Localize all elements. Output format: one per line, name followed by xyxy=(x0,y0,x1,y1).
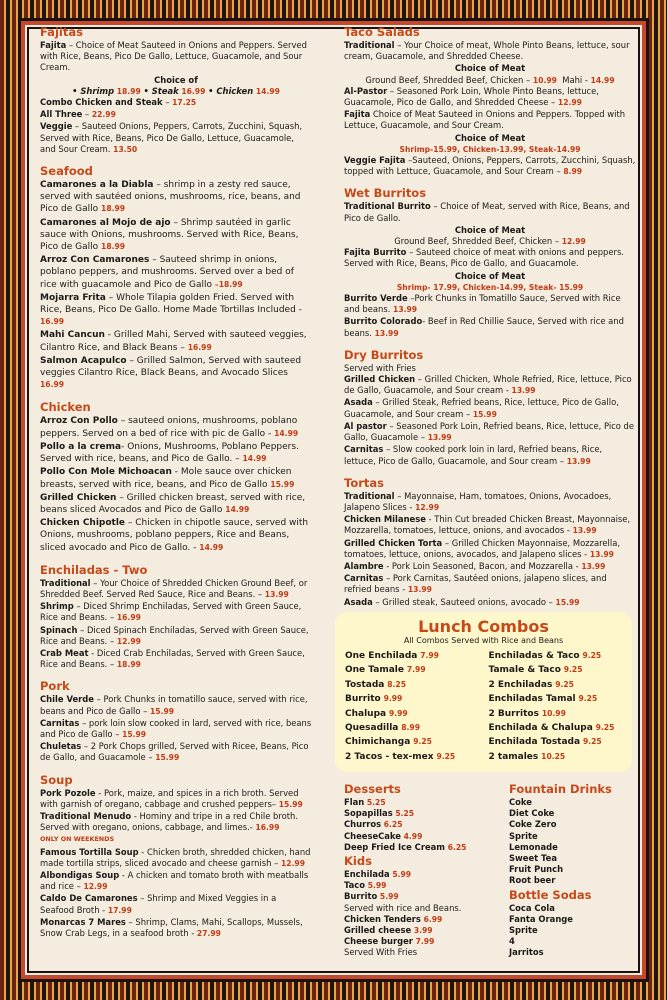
choice-label: Choice of Meat xyxy=(454,132,526,143)
list-item: Grilled Chicken – Grilled Chicken, Whole Refried, Rice, lettuce, Pico de Gallo, Guacamole, and Sour cream - 13.99 xyxy=(344,374,632,396)
desserts-heading: Desserts xyxy=(344,782,401,796)
list-item: Sweet Tea xyxy=(509,853,557,864)
list-item: Monarcas 7 Mares – Shrimp, Clams, Mahi, Scallops, Mussels, Snow Crab Legs, in a seafood broth - 27.99 xyxy=(40,916,303,938)
list-item: Asada – Grilled steak, Sauteed onions, avocado – 15.99 xyxy=(344,596,580,607)
pork-heading: Pork xyxy=(40,679,70,694)
bottle-heading: Bottle Sodas xyxy=(509,887,592,902)
list-item: Coca Cola xyxy=(509,902,555,913)
list-item: Chicken Chipotle – Chicken in chipotle sauce, served with Onions, mushrooms, poblano peppers, Rice and Beans, sliced avocado and Pico de Gallo. - 14.99 xyxy=(40,518,309,553)
list-item: Grilled cheese 3.99 xyxy=(344,925,433,936)
list-item: 4 xyxy=(509,936,515,947)
list-item: Chuletas – 2 Pork Chops grilled, Served with Ricee, Beans, Pico de Gallo, and Guacamole – 15.99 xyxy=(40,741,309,763)
kids-note: Served with rice and Beans. xyxy=(344,902,462,913)
list-item: Mojarra Frita – Whole Tilapia golden Fried. Served with Rice, Beans, Pico De Gallo. Home Made Tortillas Included - 16.99 xyxy=(40,292,302,327)
list-item: Fanta Orange xyxy=(509,913,573,924)
chicken-list xyxy=(40,415,312,553)
list-item: Enchiladas & Taco 9.25 xyxy=(488,651,602,661)
choice-label: Choice of Meat xyxy=(454,224,526,235)
list-item: Grilled Chicken Torta – Grilled Chicken Mayonnaise, Mozzarella, tomatoes, lettuce, onions, avocados, and Jalapeno slices - 13.99 xyxy=(344,537,621,559)
list-item: One Tamale 7.99 xyxy=(345,665,426,676)
list-item: Carnitas – Pork Carnitas, Sautéed onions, jalapeno slices, and refried beans - 13.99 xyxy=(344,573,607,595)
list-item: Burrito 9.99 xyxy=(345,694,403,705)
list-item: 2 tamales 10.25 xyxy=(488,751,566,762)
list-item: Lemonade xyxy=(509,841,558,852)
list-item: 2 Burritos 10.99 xyxy=(488,708,566,719)
list-item: Coke Zero xyxy=(509,819,557,830)
desserts-kids-column xyxy=(344,782,504,959)
lunch-combos-heading: Lunch Combos xyxy=(418,617,549,636)
veggie-fajita-item: Veggie – Sauteed Onions, Peppers, Carrots, Zucchini, Squash, Served with Rice, Beans, Pico De Gallo, Lettuce, Guacamole, and Sour Cream. 13.50 xyxy=(40,121,303,154)
list-item: One Enchilada 7.99 xyxy=(345,651,439,661)
list-item: Enchilada & Chalupa 9.25 xyxy=(488,723,615,734)
list-item: Chile Verde – Pork Chunks in tomatillo sauce, served with rice, beans and Pico de Gallo – 15.99 xyxy=(40,694,308,716)
list-item: Coke xyxy=(509,797,532,807)
list-item: Veggie Fajita –Sauteed, Onions, Peppers, Carrots, Zucchini, Squash, topped with Lettuce, Guacamole, and Sour Cream – 8.99 xyxy=(344,155,636,177)
fajita-item: Fajita – Choice of Meat Sauteed in Onions and Peppers. Served with Rice, Beans, Pico De Gallo, Lettuce, Guacamole, and Sour Cream. xyxy=(40,40,307,73)
list-item: Chicken Tenders 6.99 xyxy=(344,913,443,924)
list-item: Arroz Con Pollo – sauteed onions, mushrooms, poblano peppers. Served on a bed of rice with pic de Gallo - 14.99 xyxy=(40,416,299,439)
list-item: Flan 5.25 xyxy=(344,797,386,807)
list-item: Arroz Con Camarones – Sauteed shrimp in onions, poblano peppers, and mushrooms. Served over a bed of rice with guacamole and Pico de Gallo –18.99 xyxy=(40,255,294,290)
list-item: Carnitas – pork loin slow cooked in lard, served with rice, beans and Pico de Gallo – 15.99 xyxy=(40,717,312,739)
left-column xyxy=(40,25,312,940)
list-item: Traditional Menudo - Hominy and tripe in a red Chile broth. Served with oregano, onions, cabbage, and limes.- 16.99 ONLY ON WEEKENDS xyxy=(40,810,298,844)
list-item: Jarritos xyxy=(509,947,544,958)
list-item: Sprite xyxy=(509,830,538,841)
list-item: Pollo a la crema- Onions, Mushrooms, Poblano Peppers. Served with rice, beans, and Pico de Gallo. – 14.99 xyxy=(40,441,299,465)
list-item: Caldo De Camarones – Shrimp and Mixed Veggies in a Seafood Broth - 17.99 xyxy=(40,893,277,915)
list-item: Enchiladas Tamal 9.25 xyxy=(488,694,598,705)
list-item: Shrimp – Diced Shrimp Enchiladas, Served with Green Sauce, Rice and Beans. – 16.99 xyxy=(40,601,302,623)
dry-burritos-sub: Served with Fries xyxy=(344,362,416,373)
list-item: Sopapillas 5.25 xyxy=(344,808,415,819)
seafood-heading: Seafood xyxy=(40,164,93,179)
weekend-tag: ONLY ON WEEKENDS xyxy=(40,835,115,844)
list-item: Salmon Acapulco – Grilled Salmon, Served with sauteed veggies Cilantro Rice, Black Beans, and Avocado Slices 16.99 xyxy=(40,355,302,390)
meat-prices: Ground Beef, Shredded Beef, Chicken – 12.99 xyxy=(394,236,586,247)
list-item: Root beer xyxy=(509,875,556,886)
list-item: Burrito Verde –Pork Chunks in Tomatillo Sauce, Served with Rice and beans. 13.99 xyxy=(344,293,621,315)
list-item: Fruit Punch xyxy=(509,864,564,875)
combo-item: Combo Chicken and Steak – 17.25 xyxy=(40,97,197,108)
fountain-heading: Fountain Drinks xyxy=(509,782,612,796)
list-item: Grilled Chicken – Grilled chicken breast, served with rice, beans sliced Avocados and Pico de Gallo 14.99 xyxy=(40,492,306,515)
list-item: Burrito 5.99 xyxy=(344,891,399,902)
wet-burritos-heading: Wet Burritos xyxy=(344,186,427,201)
list-item: Traditional – Mayonnaise, Ham, tomatoes, Onions, Avocadoes, Jalapeno Slices - 12.99 xyxy=(344,490,612,512)
enchiladas-heading: Enchiladas - Two xyxy=(40,562,148,577)
list-item: Deep Fried Ice Cream 6.25 xyxy=(344,841,467,852)
list-item: Tostada 8.25 xyxy=(345,679,406,690)
list-item: Fajita Choice of Meat Sauteed in Onions and Peppers. Topped with Lettuce, Guacamole, and Sour Cream. xyxy=(344,109,626,131)
right-column xyxy=(344,25,636,609)
list-item: Camarones al Mojo de ajo – Shrimp sautéed in garlic sauce with Onions, mushrooms. Served with Rice, Beans, Pico de Gallo 18.99 xyxy=(40,217,299,253)
list-item: Alambre - Pork Loin Seasoned, Bacon, and Mozzarella - 13.99 xyxy=(344,560,606,571)
lunch-combos-sub: All Combos Served with Rice and Beans xyxy=(403,636,564,645)
list-item: Enchilada Tostada 9.25 xyxy=(488,737,602,748)
list-item: Enchilada 5.99 xyxy=(344,869,412,880)
list-item: Asada – Grilled Steak, Refried beans, Rice, lettuce, Pico de Gallo, Guacamole, and Sour cream – 15.99 xyxy=(344,397,619,419)
fajitas-heading: Fajitas xyxy=(40,25,83,39)
list-item: Sprite xyxy=(509,925,538,936)
list-item: Famous Tortilla Soup - Chicken broth, shredded chicken, hand made tortilla strips, sliced avocado and cheese garnish – 12.99 xyxy=(40,846,311,868)
chicken-heading: Chicken xyxy=(40,400,91,415)
choice-label: Choice of Meat xyxy=(454,270,526,281)
fajita-choice-label: Choice of xyxy=(154,74,198,85)
list-item: Traditional – Your Choice of meat, Whole Pinto Beans, lettuce, sour cream, Guacamole, and Shredded Cheese. xyxy=(344,40,630,62)
list-item: Albondigas Soup - A chicken and tomato broth with meatballs and rice – 12.99 xyxy=(40,869,309,892)
list-item: Taco 5.99 xyxy=(344,880,387,891)
kids-note: Served With Fries xyxy=(344,947,418,958)
fajita-meat-prices: Shrimp-15.99, Chicken-13.99, Steak-14.99 xyxy=(399,144,581,154)
lunch-combos-box xyxy=(335,612,632,772)
taco-salads-heading: Taco Salads xyxy=(344,25,420,39)
list-item: Camarones a la Diabla – shrimp in a zesty red sauce, served with sautéed onions, mushrooms, rice, beans, and Pico de Gallo 18.99 xyxy=(40,180,301,215)
list-item: 2 Tacos - tex-mex 9.25 xyxy=(345,751,456,762)
drinks-column xyxy=(509,782,639,959)
choice-label: Choice of Meat xyxy=(454,63,526,74)
list-item: 2 Enchiladas 9.25 xyxy=(488,679,574,690)
lunch-combos-grid xyxy=(345,649,622,764)
list-item: Mahi Cancun - Grilled Mahi, Served with sauteed veggies, Cilantro Rice, and Black Beans – 16.99 xyxy=(40,330,307,353)
list-item: Al pastor – Seasoned Pork Loin, Refried beans, Rice, lettuce, Pico de Gallo, Guacamole – 13.99 xyxy=(344,420,635,443)
seafood-list xyxy=(40,179,312,391)
list-item: Spinach – Diced Spinach Enchiladas, Served with Green Sauce, Rice and Beans. – 12.99 xyxy=(40,624,309,646)
meat-prices: Ground Beef, Shredded Beef, Chicken – 10.99 Mahi - 14.99 xyxy=(365,74,615,85)
list-item: Chalupa 9.99 xyxy=(345,708,408,719)
list-item: Al-Pastor – Seasoned Pork Loin, Whole Pinto Beans, lettuce, Guacamole, Pico de Gallo, and Shredded Cheese – 12.99 xyxy=(344,85,599,108)
list-item: Crab Meat - Diced Crab Enchiladas, Served with Green Sauce, Rice and Beans. – 18.99 xyxy=(40,647,305,670)
kids-heading: Kids xyxy=(344,854,372,869)
list-item: Carnitas – Slow cooked pork loin in lard, Refried beans, Rice, lettuce, Pico de Gallo, Guacamole, and Sour cream – 13.99 xyxy=(344,444,603,466)
list-item: Tamale & Taco 9.25 xyxy=(488,665,583,676)
tortas-heading: Tortas xyxy=(344,475,384,490)
list-item: Traditional Burrito – Choice of Meat, served with Rice, Beans, and Pico de Gallo. xyxy=(344,201,630,223)
allthree-item: All Three – 22.99 xyxy=(40,109,116,120)
list-item: Burrito Colorado- Beef in Red Chillie Sauce, Served with rice and beans. 13.99 xyxy=(344,316,624,338)
list-item: Diet Coke xyxy=(509,808,555,819)
dry-burritos-heading: Dry Burritos xyxy=(344,347,424,362)
list-item: CheeseCake 4.99 xyxy=(344,830,423,841)
list-item: Fajita Burrito – Sauteed choice of meat with onions and peppers. Served with Rice, Beans, Pico de Gallo, and Guacamole. xyxy=(344,247,624,269)
list-item: Chicken Milanese - Thin Cut breaded Chicken Breast, Mayonnaise, Mozzarella, tomatoes, lettuce, onions, and avocados - 13.99 xyxy=(344,514,631,536)
list-item: Quesadilla 8.99 xyxy=(345,723,420,734)
list-item: Pork Pozole - Pork, maize, and spices in a rich broth. Served with garnish of oregano, cabbage and crushed peppers– 15.99 xyxy=(40,787,303,809)
list-item: Traditional – Your Choice of Shredded Chicken Ground Beef, or Shredded Beef. Served Red Sauce, Rice and Beans. – 13.99 xyxy=(40,577,308,599)
list-item: Cheese burger 7.99 xyxy=(344,936,435,947)
fajita-meat-prices: Shrimp- 17.99, Chicken-14.99, Steak- 15.99 xyxy=(396,282,584,292)
list-item: Chimichanga 9.25 xyxy=(345,737,432,748)
list-item: Churros 6.25 xyxy=(344,819,403,830)
list-item: Pollo Con Mole Michoacan - Mole sauce over chicken breasts, served with rice, beans, and Pico de Gallo 15.99 xyxy=(40,467,295,490)
fajita-choices: • Shrimp 18.99 • Steak 16.99 • Chicken 14.99 xyxy=(72,85,280,96)
soup-heading: Soup xyxy=(40,772,73,787)
